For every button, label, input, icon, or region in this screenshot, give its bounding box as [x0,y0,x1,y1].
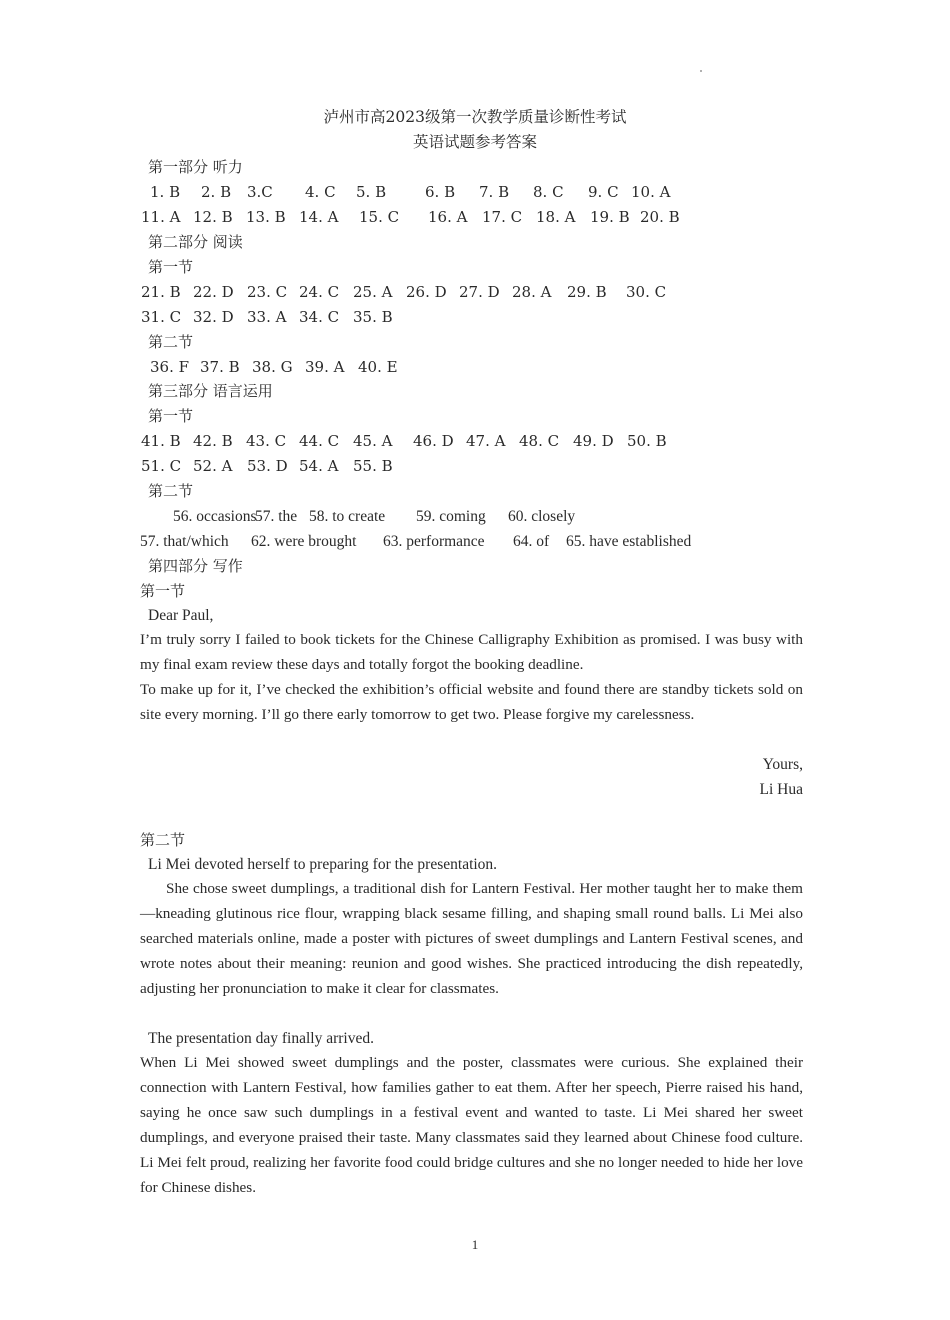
part1-answer: 11. A [141,208,181,226]
part2-answer: 29. B [567,283,607,301]
part3-answer: 65. have established [566,533,692,550]
part3-heading: 第三部分 语言运用 [148,382,273,400]
part3-answer: 41. B [141,432,181,450]
part1-answer: 15. C [359,208,400,226]
part2-answer: 36. F [150,358,190,376]
part1-heading: 第一部分 听力 [148,158,243,176]
letter-signature: Li Hua [759,781,803,798]
part3-answer: 63. performance [383,533,485,550]
part3-answer: 59. coming [416,508,486,525]
part3-answer: 52. A [193,457,233,475]
doc-subtitle: 英语试题参考答案 [412,133,537,151]
part2-answer: 26. D [406,283,447,301]
part2-answer: 22. D [193,283,234,301]
part3-answer: 56. occasions [173,508,257,525]
part3-section2-heading: 第二节 [148,482,194,500]
part1-answer: 14. A [299,208,339,226]
part1-answer: 7. B [479,183,510,201]
part1-answer: 18. A [536,208,576,226]
part2-answer: 38. G [252,358,293,376]
part1-answer: 8. C [533,183,564,201]
part1-answer: 5. B [356,183,387,201]
part3-answer: 49. D [573,432,614,450]
part1-answer: 2. B [201,183,232,201]
part1-answer: 6. B [425,183,456,201]
part1-answer: 4. C [305,183,336,201]
letter-paragraph: To make up for it, I’ve checked the exhibition’s official website and found there are standby tickets sold on site every morning. I’ll go there early tomorrow to get two. Please forgive my carelessness. [140,681,803,723]
story-paragraph: When Li Mei showed sweet dumplings and the poster, classmates were curious. She explained their connection with Lantern Festival, how families gather to eat them. After her speech, Pierre raised his hand, saying he once saw such dumplings in a festival event and wanted to taste. Li Mei shared her sweet dumplings, and everyone praised their taste. Many classmates said they learned about Chinese food culture. Li Mei felt proud, realizing her favorite food could bridge cultures and she no longer needed to hide her love for Chinese dishes. [140,1054,803,1196]
part3-answer: 43. C [246,432,287,450]
part4-heading: 第四部分 写作 [148,557,243,575]
part3-answer: 48. C [519,432,560,450]
part2-answer: 30. C [626,283,667,301]
part3-answer: 53. D [247,457,288,475]
part2-answer: 21. B [141,283,181,301]
part3-answer: 64. of [513,533,550,550]
part3-answer: 45. A [353,432,393,450]
part3-answer: 42. B [193,432,233,450]
part2-answer: 28. A [512,283,552,301]
part1-answer: 12. B [193,208,233,226]
part2-answer: 25. A [353,283,393,301]
part3-section1-heading: 第一节 [148,407,194,425]
part3-answer: 57. that/which [140,533,229,550]
part1-answer: 1. B [150,183,181,201]
part2-answer: 31. C [141,308,182,326]
doc-title: 泸州市高2023级第一次教学质量诊断性考试 [323,108,627,126]
part3-answer: 54. A [299,457,339,475]
scan-speck [700,70,702,72]
part1-answer: 16. A [428,208,468,226]
part2-answer: 27. D [459,283,500,301]
part2-answer: 34. C [299,308,340,326]
part3-answer: 58. to create [309,508,386,525]
story-second-line: The presentation day finally arrived. [148,1030,374,1047]
part3-answer: 51. C [141,457,182,475]
part1-answer: 19. B [590,208,630,226]
story-paragraph: She chose sweet dumplings, a traditional dish for Lantern Festival. Her mother taught her to make them—kneading glutinous rice flour, wrapping black sesame filling, and shaping small round balls. Li Mei also searched materials online, made a poster with pictures of sweet dumplings and Lantern Festival scenes, and wrote notes about their meaning: reunion and good wishes. She practiced introducing the dish repeatedly, adjusting her pronunciation to make it clear for classmates. [140,880,803,997]
part3-answer: 57. the [255,508,298,525]
part3-answer: 47. A [466,432,506,450]
part3-answer: 46. D [413,432,454,450]
part2-answer: 23. C [247,283,288,301]
part2-answer: 39. A [305,358,345,376]
page-number: 1 [471,1237,479,1252]
part3-answer: 44. C [299,432,340,450]
part2-heading: 第二部分 阅读 [148,233,243,251]
part2-section1-heading: 第一节 [148,258,194,276]
part1-answer: 17. C [482,208,523,226]
part2-answer: 37. B [200,358,240,376]
part1-answer: 3.C [247,183,273,201]
part2-answer: 32. D [193,308,234,326]
part1-answer: 20. B [640,208,680,226]
part2-answer: 33. A [247,308,287,326]
part3-answer: 62. were brought [251,533,357,550]
part2-answer: 35. B [353,308,393,326]
part4-section2-heading: 第二节 [140,831,186,849]
part1-answer: 10. A [631,183,671,201]
part4-section1-heading: 第一节 [140,582,186,600]
part2-answer: 24. C [299,283,340,301]
part2-answer: 40. E [358,358,398,376]
story-opening-line: Li Mei devoted herself to preparing for the presentation. [148,856,498,873]
part2-section2-heading: 第二节 [148,333,194,351]
letter-greeting: Dear Paul, [148,607,214,624]
part3-answer: 50. B [627,432,667,450]
part3-answer: 55. B [353,457,393,475]
part3-answer: 60. closely [508,508,576,525]
part1-answer: 13. B [246,208,286,226]
letter-paragraph: I’m truly sorry I failed to book tickets for the Chinese Calligraphy Exhibition as promised. I was busy with my final exam review these days and totally forgot the booking deadline. [140,631,803,673]
letter-closing: Yours, [762,756,803,773]
part1-answer: 9. C [588,183,619,201]
